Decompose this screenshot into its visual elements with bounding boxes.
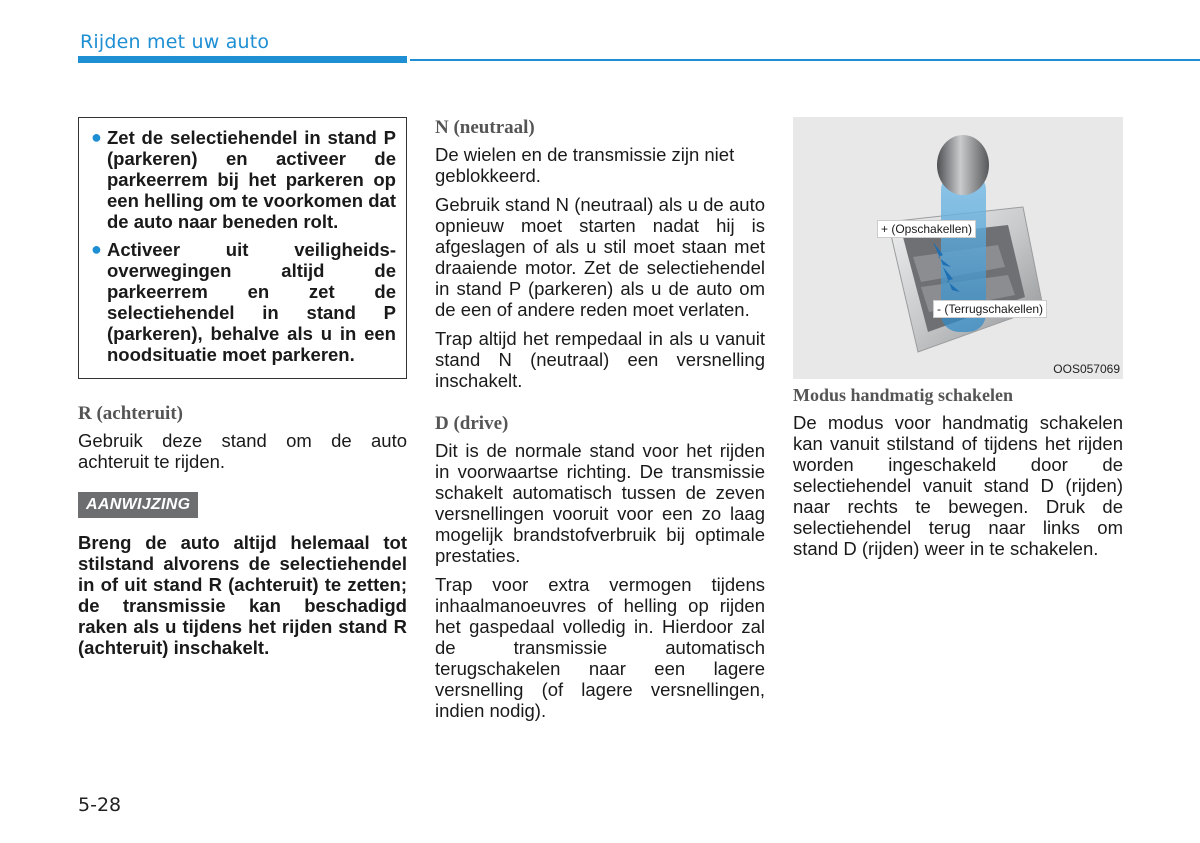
downshift-label: - (Terrugschakellen) — [933, 300, 1047, 318]
column-right — [793, 117, 1123, 567]
gear-shifter-figure — [793, 117, 1123, 379]
manual-text: De modus voor handmatig schakelen kan vanuit stilstand of tijdens het rijden worden ingeschakeld door de selectiehendel vanuit stand D (rijden) naar rechts te bewegen. Druk de selectiehendel terug naar links om stand D (rijden) weer in te schakelen. — [793, 412, 1123, 559]
shift-knob — [937, 135, 989, 195]
reverse-text: Gebruik deze stand om de auto achteruit te rijden. — [78, 430, 407, 472]
header-title: Rijden met uw auto — [80, 31, 270, 53]
manual-heading: Modus handmatig schakelen — [793, 385, 1014, 405]
notice-badge: AANWIJZING — [78, 492, 198, 518]
reverse-heading: R (achteruit) — [78, 403, 183, 424]
warning-bullet — [91, 239, 396, 365]
bullet-icon: ● — [91, 127, 102, 147]
drive-paragraph: Trap voor extra vermogen tijdens inhaalmanoeuvres of helling op rijden het gaspedaal volledig in. Hierdoor zal de transmissie automatisch terugschakelen naar een lagere versnelling (of lagere versnellingen, indien nodig). — [435, 574, 765, 721]
drive-heading: D (drive) — [435, 413, 509, 434]
warning-bullet-text: Zet de selectiehendel in stand P (parkeren) en activeer de parkeerrem bij het parkeren op een helling om te voorkomen dat de auto naar beneden rolt. — [107, 127, 396, 232]
drive-paragraph: Dit is de normale stand voor het rijden in voorwaartse richting. De transmissie schakelt automatisch tussen de zeven versnellingen vooruit voor een zo laag mogelijk brandstofverbruik bij optimale prestaties. — [435, 440, 765, 566]
bullet-icon: ● — [91, 239, 102, 259]
neutral-heading: N (neutraal) — [435, 117, 535, 138]
gear-shifter-illustration — [793, 117, 1123, 379]
figure-code: OOS057069 — [1053, 362, 1120, 376]
page-number: 5-28 — [78, 794, 122, 816]
neutral-paragraph: De wielen en de transmissie zijn niet geblokkeerd. — [435, 144, 735, 186]
warning-bullet — [91, 127, 396, 232]
column-left — [78, 117, 407, 658]
upshift-label: + (Opschakellen) — [877, 220, 976, 238]
warning-bullet-text: Activeer uit veiligheids-overwegingen altijd de parkeerrem en zet de selectiehendel in stand P (parkeren), behalve als u in een noodsituatie moet parkeren. — [107, 239, 396, 365]
warning-box — [78, 117, 407, 379]
header-rule-thin — [410, 59, 1200, 61]
notice-text: Breng de auto altijd helemaal tot stilstand alvorens de selectiehendel in of uit stand R (achteruit) te zetten; de transmissie kan beschadigd raken als u tijdens het rijden stand R (achteruit) inschakelt. — [78, 532, 407, 658]
header-rule-thick — [78, 56, 407, 63]
column-middle — [435, 117, 765, 729]
neutral-paragraph: Gebruik stand N (neutraal) als u de auto opnieuw moet starten nadat hij is afgeslagen of als u stil moet staan met draaiende motor. Zet de selectiehendel in stand P (parkeren) als u de auto om de een of andere reden moet verlaten. — [435, 194, 765, 320]
neutral-paragraph: Trap altijd het rempedaal in als u vanuit stand N (neutraal) een versnelling inschakelt. — [435, 328, 765, 391]
